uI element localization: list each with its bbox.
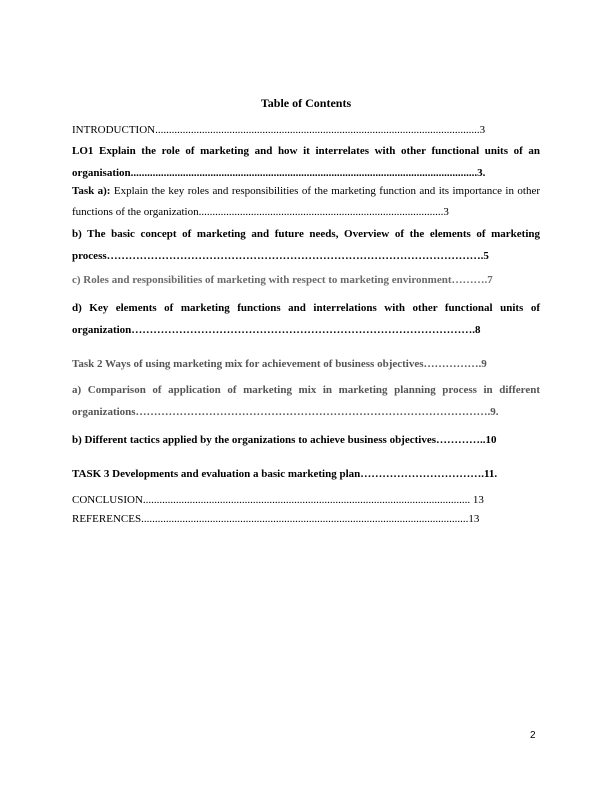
toc-entry-d-key-elements bbox=[72, 297, 540, 341]
toc-entry-text: Task 2 Ways of using marketing mix for achievement of business objectives…………….9 bbox=[72, 358, 487, 370]
toc-entry-text: b) The basic concept of marketing and future needs, Overview of the elements of marketing process………………………………………………………………………………………….5 bbox=[72, 228, 540, 262]
toc-entry-text: d) Key elements of marketing functions and interrelations with other functional units of organization………………………………………………………………………………….8 bbox=[72, 302, 540, 336]
toc-entry-text: a) Comparison of application of marketing mix in marketing planning process in different organizations…………………………………………………………………………………….9. bbox=[72, 384, 540, 418]
toc-entry-b-basic-concept bbox=[72, 223, 540, 267]
toc-entry-label: Task a): bbox=[72, 185, 111, 197]
toc-entry-text: INTRODUCTION......................................................................................................................3 bbox=[72, 124, 486, 136]
toc-entry-lo1 bbox=[72, 140, 540, 184]
toc-entry-text: c) Roles and responsibilities of marketing with respect to marketing environment……….7 bbox=[72, 274, 493, 286]
toc-entry-conclusion bbox=[72, 493, 540, 507]
toc-entry-text: Explain the key roles and responsibilities of the marketing function and its importance in other functions of the organization.........................................................................................3 bbox=[72, 185, 540, 218]
toc-entry-c-roles bbox=[72, 272, 540, 288]
toc-entry-task-a bbox=[72, 181, 540, 223]
page-title: Table of Contents bbox=[260, 96, 352, 110]
toc-entry-text: b) Different tactics applied by the organizations to achieve business objectives…………..10 bbox=[72, 434, 497, 446]
toc-entry-task-2 bbox=[72, 356, 540, 372]
toc-entry-text: TASK 3 Developments and evaluation a basic marketing plan…………………………….11. bbox=[72, 468, 498, 480]
toc-entry-text: REFERENCES.......................................................................................................................13 bbox=[72, 513, 480, 525]
toc-entry-introduction bbox=[72, 123, 540, 137]
toc-entry-text: CONCLUSION....................................................................................................................... 13 bbox=[72, 494, 484, 506]
toc-entry-b-tactics bbox=[72, 432, 540, 448]
toc-entry-references bbox=[72, 512, 540, 526]
page-number: 2 bbox=[530, 730, 536, 741]
toc-entry-text: LO1 Explain the role of marketing and how it interrelates with other functional units of an organisation..............................................................................................................................3. bbox=[72, 145, 540, 179]
toc-entry-a-comparison bbox=[72, 379, 540, 423]
toc-entry-task-3 bbox=[72, 466, 540, 482]
